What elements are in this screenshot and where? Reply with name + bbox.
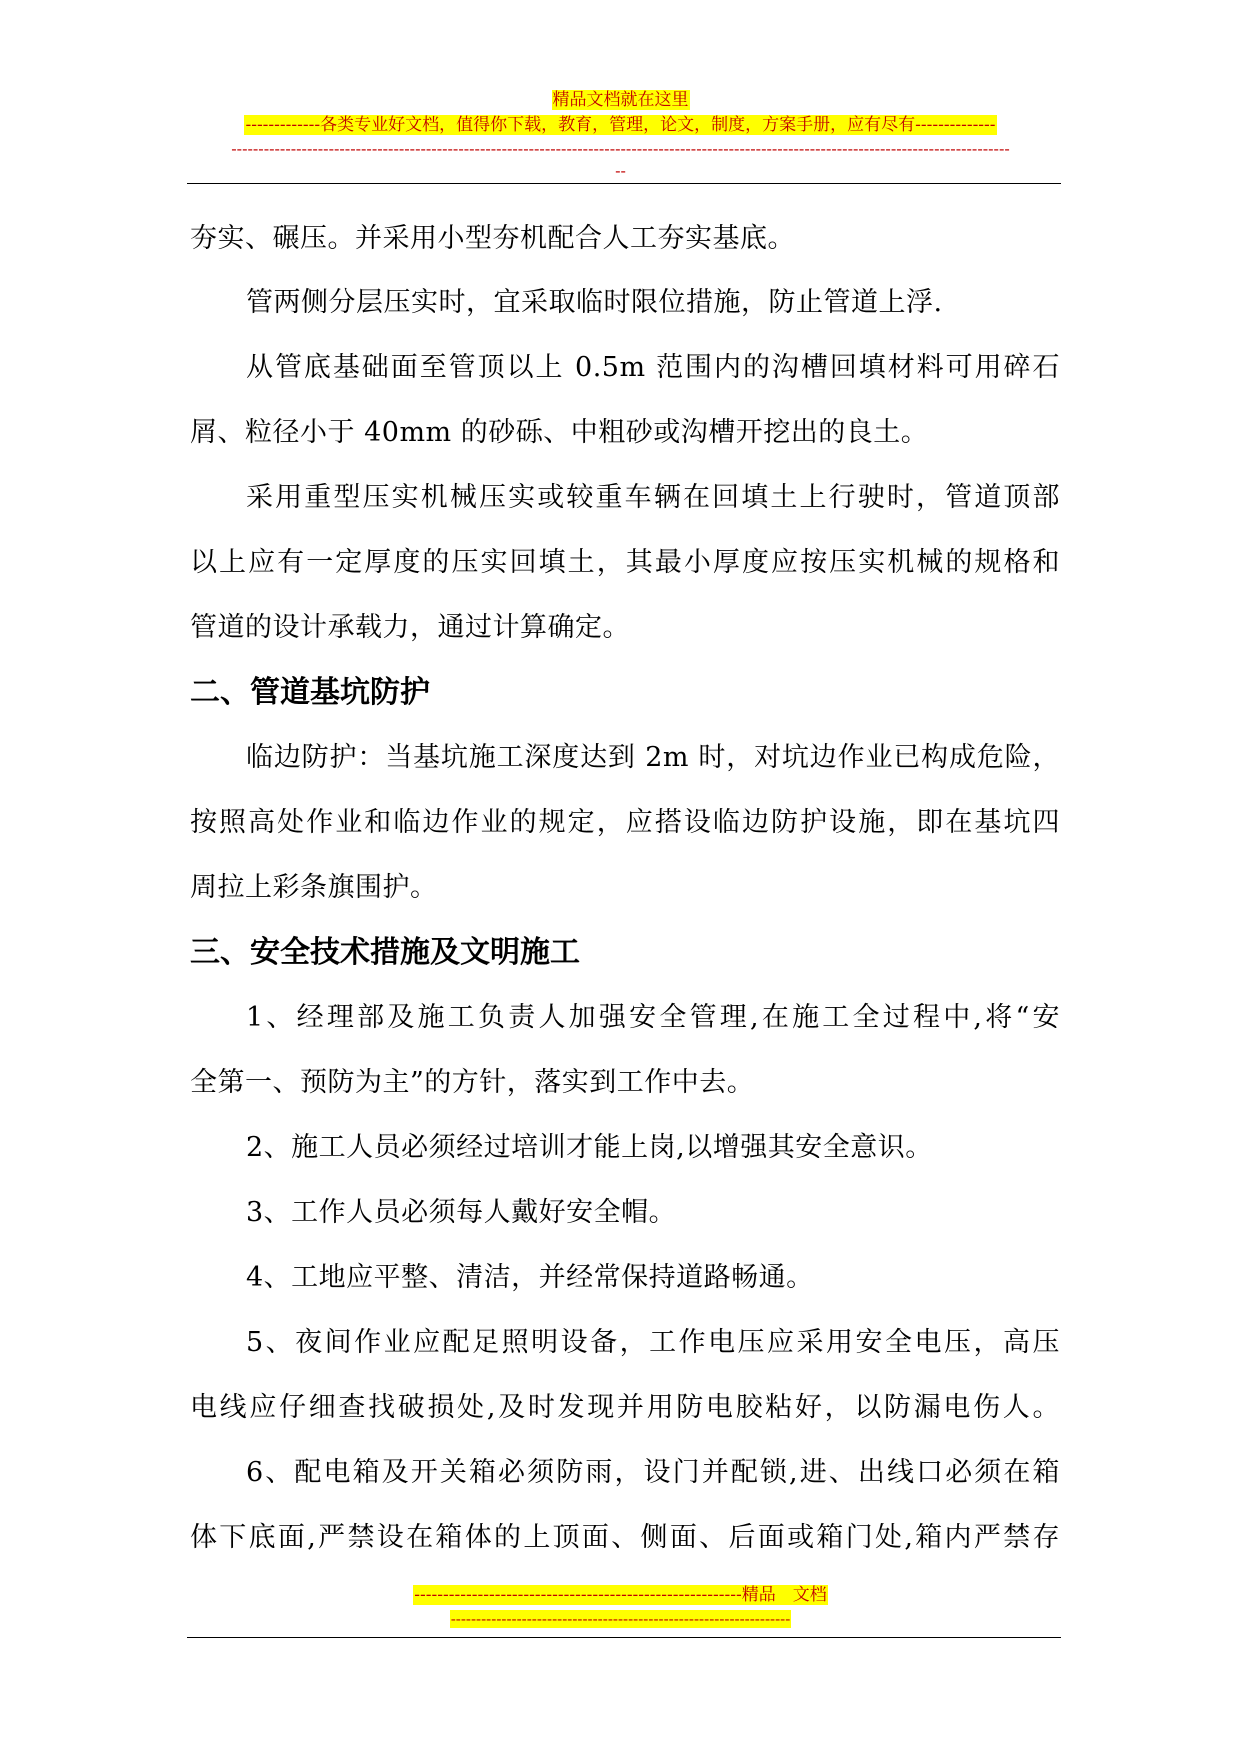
body-line: 5、夜间作业应配足照明设备，工作电压应采用安全电压，高压 <box>246 1327 1060 1358</box>
section-heading: 二、管道基坑防护 <box>190 675 430 710</box>
body-line: 6、配电箱及开关箱必须防雨，设门并配锁,进、出线口必须在箱 <box>246 1457 1060 1488</box>
body-line: 全第一、预防为主”的方针，落实到工作中去。 <box>190 1067 755 1098</box>
header-slogan: -------------各类专业好文档，值得你下载，教育，管理，论文，制度，方案手册，应有尽有-------------- <box>245 115 996 135</box>
footer-label: ---------------------------------------------------------精品 文档 <box>414 1585 827 1605</box>
footer-dash-line: ------------------------------------------------------------------- <box>450 1610 791 1628</box>
section-heading: 三、安全技术措施及文明施工 <box>190 935 580 970</box>
body-line: 夯实、碾压。并采用小型夯机配合人工夯实基底。 <box>190 223 795 254</box>
body-line: 周拉上彩条旗围护。 <box>190 872 438 903</box>
body-line: 采用重型压实机械压实或较重车辆在回填土上行驶时，管道顶部 <box>246 482 1060 513</box>
body-line: 4、工地应平整、清洁，并经常保持道路畅通。 <box>246 1262 814 1293</box>
footer-rule <box>187 1637 1061 1638</box>
body-line: 从管底基础面至管顶以上 0.5m 范围内的沟槽回填材料可用碎石 <box>246 352 1060 383</box>
body-line: 电线应仔细查找破损处,及时发现并用防电胶粘好，以防漏电伤人。 <box>190 1392 1060 1423</box>
body-line: 1、经理部及施工负责人加强安全管理,在施工全过程中,将“安 <box>246 1002 1060 1033</box>
body-line: 体下底面,严禁设在箱体的上顶面、侧面、后面或箱门处,箱内严禁存 <box>190 1522 1060 1553</box>
body-line: 3、工作人员必须每人戴好安全帽。 <box>246 1197 677 1228</box>
body-line: 2、施工人员必须经过培训才能上岗,以增强其安全意识。 <box>246 1132 933 1163</box>
body-line: 以上应有一定厚度的压实回填土，其最小厚度应按压实机械的规格和 <box>190 547 1060 578</box>
header-title: 精品文档就在这里 <box>552 90 689 110</box>
body-line: 管道的设计承载力，通过计算确定。 <box>190 612 630 643</box>
header-rule <box>187 183 1061 184</box>
header-dash-line: ------------------------------------------------------------------------------------------------------------------------------------------------ <box>231 139 1010 158</box>
body-line: 按照高处作业和临边作业的规定，应搭设临边防护设施，即在基坑四 <box>190 807 1060 838</box>
body-line: 临边防护：当基坑施工深度达到 2m 时，对坑边作业已构成危险， <box>246 742 1060 773</box>
body-line: 管两侧分层压实时，宜采取临时限位措施，防止管道上浮. <box>246 287 943 318</box>
body-line: 屑、粒径小于 40mm 的砂砾、中粗砂或沟槽开挖出的良土。 <box>190 417 929 448</box>
header-dash-tail: -- <box>615 161 626 180</box>
